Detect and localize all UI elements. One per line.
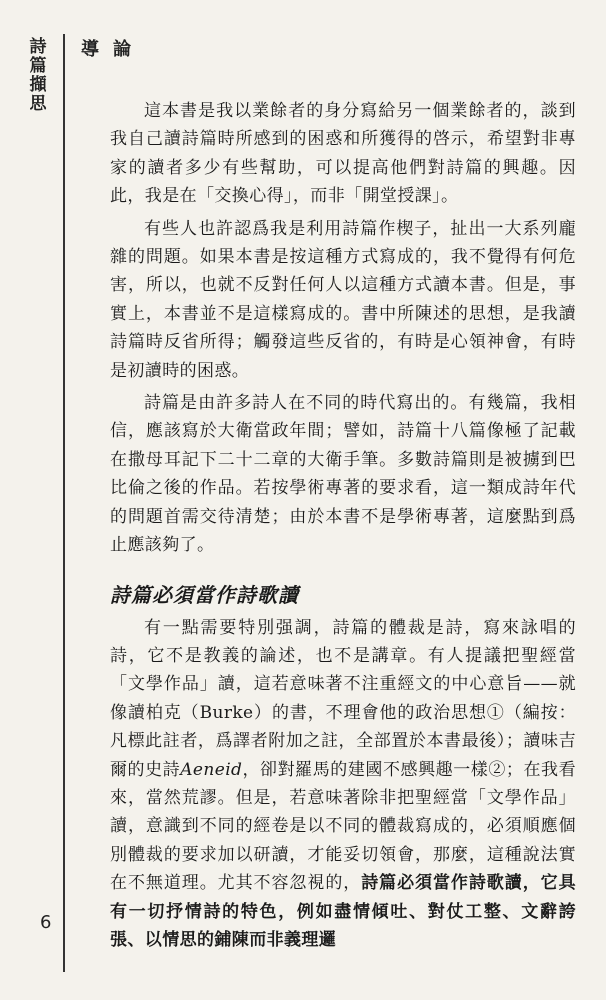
title-char: 思 (29, 94, 47, 114)
title-char: 篇 (29, 56, 47, 76)
page-body (110, 97, 576, 954)
paragraph-1: 這本書是我以業餘者的身分寫給另一個業餘者的，談到我自己讀詩篇時所感到的困惑和所獲得的啓示，希望對非專家的讀者多少有些幫助，可以提高他們對詩篇的興趣。因此，我是在「交換心得」，而非「開堂授課」。 (110, 101, 576, 207)
title-char: 詩 (29, 37, 47, 57)
section-heading: 詩篇必須當作詩歌讀 (110, 582, 299, 607)
paragraph-4-text-a: 有一點需要特別强調，詩篇的體裁是詩，寫來詠唱的詩，它不是教義的論述，也不是講章。有人提議把聖經當「文學作品」讀，這若意味著不注重經文的中心意旨——就像讀柏克（Burke）的書，不理會他的政治思想①（編按：凡標此註者，爲譯者附加之註，全部置於本書最後）；讀味吉爾的史詩 (110, 617, 576, 780)
page-number: 6 (40, 912, 52, 933)
paragraph-4 (110, 614, 576, 955)
vertical-divider (63, 34, 65, 972)
paragraph-2: 有些人也許認爲我是利用詩篇作楔子，扯出一大系列龐雜的問題。如果本書是按這種方式寫成的，我不覺得有何危害，所以，也就不反對任何人以這種方式讀本書。但是，事實上，本書並不是這樣寫成的。書中所陳述的思想，是我讀詩篇時反省所得；觸發這些反省的，有時是心領神會，有時是初讀時的困惑。 (110, 218, 576, 381)
title-char: 擷 (29, 75, 47, 95)
paragraph-4-bold-text: 詩篇必須當作詩歌讀，它具有一切抒情詩的特色，例如盡情傾吐、對仗工整、文辭誇張、以情思的鋪陳而非義理邏 (110, 873, 576, 950)
paragraph-3: 詩篇是由許多詩人在不同的時代寫出的。有幾篇，我相信，應該寫於大衛當政年間；譬如，詩篇十八篇像極了記載在撒母耳記下二十二章的大衛手筆。多數詩篇則是被擄到巴比倫之後的作品。若按學術專著的要求看，這一類成詩年代的問題首需交待清楚；由於本書不是學術專著，這麼點到爲止應該夠了。 (110, 393, 576, 556)
aeneid-title: Aeneid (180, 759, 243, 780)
running-book-title (28, 38, 48, 114)
paragraph-4-text-b: ，卻對羅馬的建國不感興趣一樣②；在我看來，當然荒謬。但是，若意味著除非把聖經當「文學作品」讀，意識到不同的經卷是以不同的體裁寫成的，必須順應個別體裁的要求加以研讀，才能妥切領會，那麼，這種說法實在不無道理。尤其不容忽視的， (110, 759, 576, 894)
chapter-header: 導論 (81, 39, 145, 60)
